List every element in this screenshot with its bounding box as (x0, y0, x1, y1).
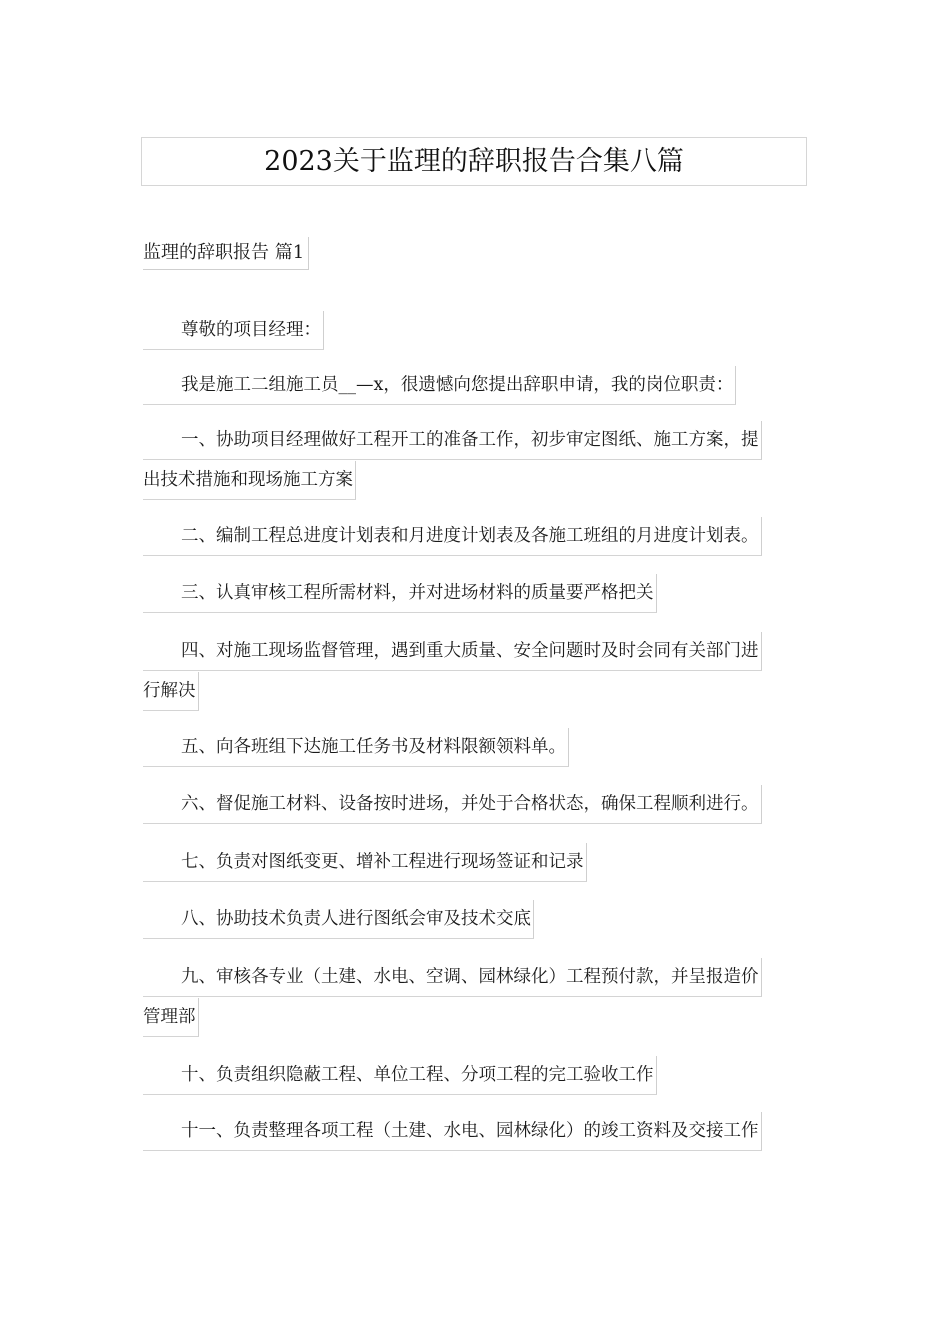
paragraph-duty-3 (143, 573, 807, 613)
paragraph-line: 十一、负责整理各项工程（土建、水电、园林绿化）的竣工资料及交接工作 (143, 1112, 762, 1151)
paragraph-line: 行解决 (143, 672, 199, 711)
document-title: 2023关于监理的辞职报告合集八篇 (141, 137, 807, 186)
paragraph-duty-11 (143, 1111, 807, 1151)
salutation-text: 尊敬的项目经理： (143, 311, 324, 350)
salutation (143, 310, 807, 350)
paragraph-duty-9 (143, 957, 807, 1037)
paragraph-line: 出技术措施和现场施工方案 (143, 461, 356, 500)
paragraph-line: 六、督促施工材料、设备按时进场，并处于合格状态，确保工程顺利进行。 (143, 785, 762, 824)
paragraph-duty-1 (143, 420, 807, 500)
paragraph-duty-4 (143, 631, 807, 711)
paragraph-line: 二、编制工程总进度计划表和月进度计划表及各施工班组的月进度计划表。 (143, 517, 762, 556)
paragraph-duty-6 (143, 784, 807, 824)
paragraph-line: 八、协助技术负责人进行图纸会审及技术交底 (143, 900, 534, 939)
paragraph-line: 十、负责组织隐蔽工程、单位工程、分项工程的完工验收工作 (143, 1056, 657, 1095)
paragraph-line: 五、向各班组下达施工任务书及材料限额领料单。 (143, 728, 569, 767)
paragraph-line: 三、认真审核工程所需材料，并对进场材料的质量要严格把关 (143, 574, 657, 613)
paragraph-line: 我是施工二组施工员__—x，很遗憾向您提出辞职申请，我的岗位职责： (143, 366, 736, 405)
paragraph-line: 一、协助项目经理做好工程开工的准备工作，初步审定图纸、施工方案，提 (143, 421, 762, 460)
paragraph-line: 七、负责对图纸变更、增补工程进行现场签证和记录 (143, 843, 587, 882)
paragraph-duty-10 (143, 1055, 807, 1095)
paragraph-duty-intro (143, 365, 807, 405)
paragraph-duty-5 (143, 727, 807, 767)
paragraph-line: 四、对施工现场监督管理，遇到重大质量、安全问题时及时会同有关部门进 (143, 632, 762, 671)
paragraph-duty-7 (143, 842, 807, 882)
paragraph-duty-2 (143, 516, 807, 556)
paragraph-line: 九、审核各专业（土建、水电、空调、园林绿化）工程预付款，并呈报造价 (143, 958, 762, 997)
paragraph-duty-8 (143, 899, 807, 939)
section-heading: 监理的辞职报告 篇1 (143, 237, 309, 270)
paragraph-line: 管理部 (143, 998, 199, 1037)
